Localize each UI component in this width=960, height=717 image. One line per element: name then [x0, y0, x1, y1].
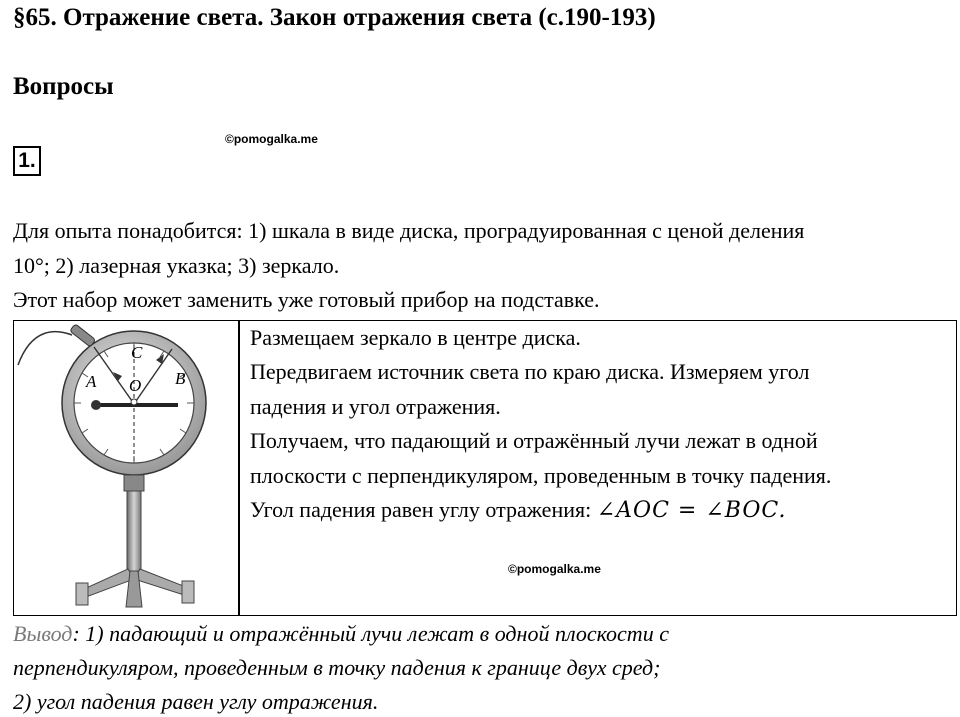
table-divider: [238, 321, 240, 615]
answer-line-text: Угол падения равен углу отражения:: [250, 497, 597, 522]
question-number: 1.: [13, 146, 41, 176]
intro-line: Этот набор может заменить уже готовый прибор на подставке.: [13, 287, 600, 312]
intro-line: Для опыта понадобится: 1) шкала в виде диска, проградуированная с ценой деления: [13, 218, 805, 243]
answer-line-formula: [250, 497, 786, 523]
intro-line: 10°; 2) лазерная указка; 3) зеркало.: [13, 253, 340, 278]
reflection-apparatus-figure: [14, 321, 238, 615]
label-o: O: [129, 376, 142, 395]
watermark: ©pomogalka.me: [225, 132, 318, 146]
conclusion-label: Вывод: [13, 621, 73, 646]
conclusion-line: 2) угол падения равен углу отражения.: [13, 689, 379, 714]
answer-line: Передвигаем источник света по краю диска. Измеряем угол: [250, 359, 810, 384]
answer-line: Размещаем зеркало в центре диска.: [250, 325, 581, 350]
conclusion-text: : 1) падающий и отражённый лучи лежат в одной плоскости с: [72, 621, 669, 646]
apparatus-illustration: [14, 321, 238, 615]
label-b: B: [175, 369, 186, 388]
watermark: ©pomogalka.me: [508, 562, 601, 576]
angle-formula: ∠AOC = ∠BOC.: [596, 498, 787, 523]
answer-line: плоскости с перпендикуляром, проведенным в точку падения.: [250, 463, 832, 488]
conclusion-line: [13, 621, 669, 647]
page-title: §65. Отражение света. Закон отражения света (с.190-193): [13, 4, 656, 31]
conclusion-line: перпендикуляром, проведенным в точку падения к границе двух сред;: [13, 655, 661, 680]
answer-line: падения и угол отражения.: [250, 394, 501, 419]
answer-line: Получаем, что падающий и отражённый лучи лежат в одной: [250, 428, 818, 453]
section-heading: Вопросы: [13, 73, 114, 100]
label-c: C: [131, 343, 143, 362]
label-a: A: [86, 372, 97, 391]
